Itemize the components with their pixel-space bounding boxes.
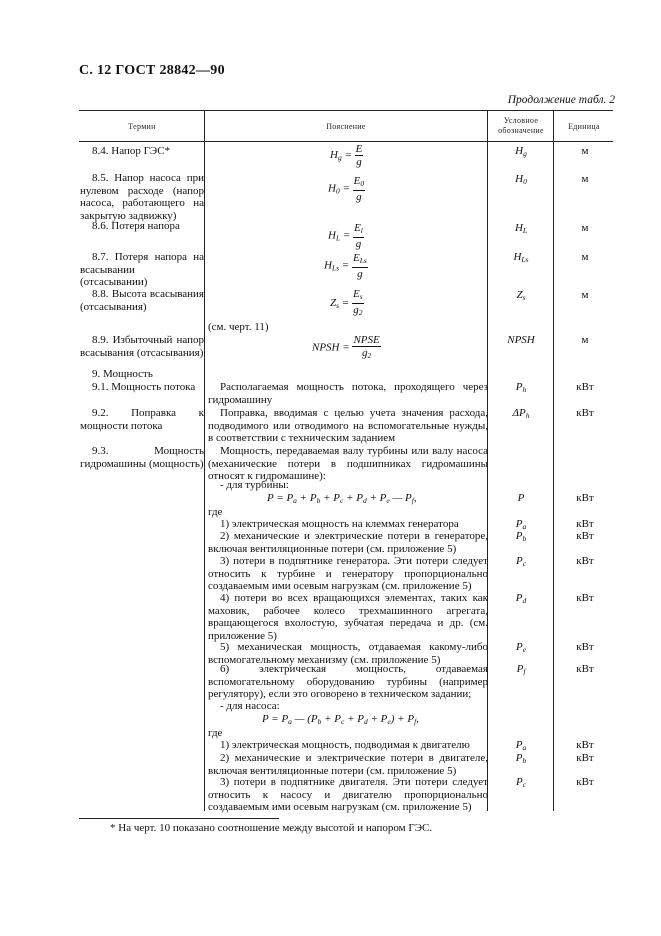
formula-8-7: $H_{Ls}$ = $\frac{E_{Ls}}{g}$ [324,252,367,280]
turbine-item-6: 6) электрическая мощность, отдаваемая вспомогательному оборудованию турбины (например регулятору), если это оговорено в техническом задании; [208,663,488,700]
turbine-item-1-symbol: $P_a$ [515,518,527,531]
symbol-9-2: $\Delta P_h$ [512,407,530,420]
unit-8-7: м [581,251,589,263]
col-header-term: Термин [128,122,156,131]
pump-item-1: 1) электрическая мощность, подводимая к двигателю [220,739,470,751]
expl-9-3: Мощность, передаваемая валу турбины или валу насоса (механические потери в подшипниках гидромашины относят к гидромашине): [208,445,488,482]
turbine-item-4-symbol: $P_d$ [515,592,527,605]
term-9-1: 9.1. Мощность потока [92,381,196,393]
pump-item-3-unit: кВт [576,776,594,788]
formula-8-4: $H_g$ = $\frac{E}{g}$ [330,143,363,168]
table-continuation-label: Продолжение табл. 2 [507,94,615,106]
footnote-separator [79,818,279,819]
formula-8-5: $H_0$ = $\frac{E_0}{g}$ [328,175,365,203]
pump-item-2-symbol: $P_b$ [515,752,527,765]
col-divider-3 [553,110,554,811]
turbine-item-3: 3) потери в подпятнике генератора. Эти потери следует относить к турбине и генератору пропорционально создаваемым ими осевым нагрузкам (см. приложение 5) [208,555,488,592]
formula-8-6: $H_L$ = $\frac{E_l}{g}$ [328,222,363,250]
pump-formula: $P = P_a$ — $(P_b + P_c + P_d + P_e) + P_f$, [262,713,419,726]
turbine-label: - для турбины: [220,479,289,491]
turbine-item-3-symbol: $P_c$ [515,555,527,568]
col-header-explanation: Пояснение [326,122,366,131]
turbine-where: где [208,506,223,518]
turbine-item-2-symbol: $P_b$ [515,530,527,543]
turbine-item-6-symbol: $P_f$ [516,663,526,676]
pump-where: где [208,727,223,739]
pump-item-3: 3) потери в подпятнике двигателя. Эти потери следует относить к насосу и двигателю пропорционально создаваемым ими осевым нагрузкам (см. приложение 5) [208,776,488,813]
turbine-item-4: 4) потери во всех вращающихся элементах, таких как маховик, рабочее колесо трехмашинного агрегата, вращающегося вхолостую, зубчатая передача и др. (см. приложение 5) [208,592,488,642]
turbine-symbol: P [517,492,525,504]
expl-9-2: Поправка, вводимая с целью учета значения расхода, подводимого или отводимого на вспомогательные нужды, в соответствии с техническим заданием [208,407,488,444]
term-8-5: 8.5. Напор насоса при нулевом расходе (напор насоса, работающего на закрытую задвижку) [80,172,204,222]
term-9-2: 9.2. Поправка к мощности потока [80,407,204,432]
table-header-border [79,141,613,142]
symbol-8-8: $Z_s$ [516,289,526,302]
pump-item-1-unit: кВт [576,739,594,751]
term-8-7: 8.7. Потеря напора на всасывании (отсасывании) [80,251,204,288]
term-8-8: 8.8. Высота всасывания (отсасывания) [80,288,204,313]
turbine-unit: кВт [576,492,594,504]
pump-item-1-symbol: $P_a$ [515,739,527,752]
symbol-8-5: $H_0$ [515,173,527,186]
table-top-border [79,110,613,111]
symbol-8-4: $H_g$ [515,145,527,158]
pump-item-2-unit: кВт [576,752,594,764]
turbine-item-1: 1) электрическая мощность на клеммах генератора [220,518,459,530]
turbine-formula: $P = P_a + P_b + P_c + P_d + P_e$ — $P_f$, [267,492,417,505]
pump-item-3-symbol: $P_c$ [515,776,527,789]
term-8-9: 8.9. Избыточный напор всасывания (отсасывания) [80,334,204,359]
formula-8-9: NPSH = $\frac{\text{NPSE}}{g_2}$ [312,334,380,360]
page-header: С. 12 ГОСТ 28842—90 [79,63,225,78]
turbine-item-3-unit: кВт [576,555,594,567]
unit-9-2: кВт [576,407,594,419]
turbine-item-4-unit: кВт [576,592,594,604]
turbine-item-2: 2) механические и электрические потери в генераторе, включая вентиляционные потери (см. приложение 5) [208,530,488,555]
turbine-item-2-unit: кВт [576,530,594,542]
unit-8-8: м [581,289,589,301]
unit-8-6: м [581,222,589,234]
term-8-6: 8.6. Потеря напора [92,220,180,232]
pump-label: - для насоса: [220,700,280,712]
pump-item-2: 2) механические и электрические потери в двигателе, включая вентиляционные потери (см. приложение 5) [208,752,488,777]
section-9-title: 9. Мощность [92,368,153,380]
unit-8-5: м [581,173,589,185]
turbine-item-5-symbol: $P_e$ [515,641,527,654]
unit-9-1: кВт [576,381,594,393]
turbine-item-6-unit: кВт [576,663,594,675]
symbol-8-7: $H_{Ls}$ [513,251,529,264]
turbine-item-5-unit: кВт [576,641,594,653]
turbine-item-1-unit: кВт [576,518,594,530]
col-header-unit: Единица [568,122,600,131]
col-header-symbol: Условное обозначение [498,116,544,135]
expl-9-1: Располагаемая мощность потока, проходящего через гидромашину [208,381,488,406]
unit-8-4: м [581,145,589,157]
turbine-item-5: 5) механическая мощность, отдаваемая какому-либо вспомогательному механизму (см. приложение 5) [208,641,488,666]
col-divider-1 [204,110,205,811]
formula-8-8: $Z_s$ = $\frac{E_s}{g_2}$ [330,288,363,317]
symbol-8-6: $H_L$ [514,222,528,235]
term-9-3: 9.3. Мощность гидромашины (мощность) [80,445,204,470]
footnote: * На черт. 10 показано соотношение между высотой и напором ГЭС. [110,822,433,834]
unit-8-9: м [581,334,589,346]
symbol-9-1: $P_h$ [515,381,527,394]
note-8-9: (см. черт. 11) [208,321,269,333]
symbol-8-9: NPSH [507,334,535,346]
term-8-4: 8.4. Напор ГЭС* [92,145,171,157]
